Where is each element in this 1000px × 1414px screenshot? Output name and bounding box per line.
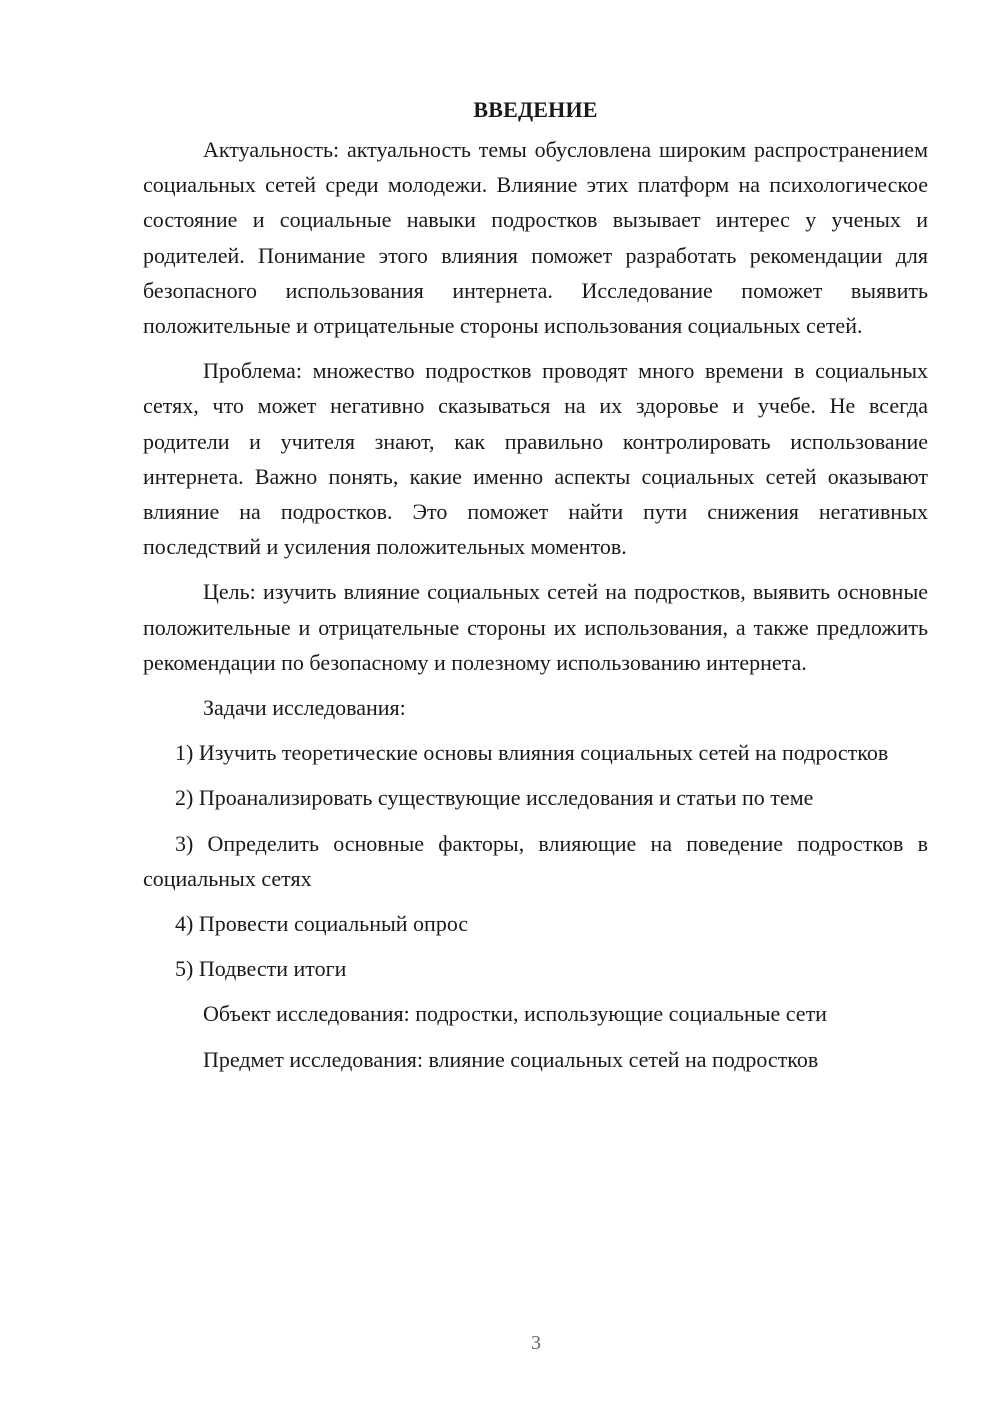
task-item-4: 4) Провести социальный опрос <box>175 911 469 937</box>
document-page <box>143 92 928 1087</box>
page-number: 3 <box>531 1332 541 1354</box>
task-item-2: 2) Проанализировать существующие исследования и статьи по теме <box>175 785 814 811</box>
paragraph-relevance: Актуальность: актуальность темы обусловлена широким распространением социальных сетей среди молодежи. Влияние этих платформ на психологическое состояние и социальные навыки подростков вызывает интерес у ученых и родителей. Понимание этого влияния поможет разработать рекомендации для безопасного использования интернета. Исследование поможет выявить положительные и отрицательные стороны использования социальных сетей. <box>143 137 928 339</box>
task-item-1: 1) Изучить теоретические основы влияния социальных сетей на подростков <box>175 740 889 766</box>
task-item-5: 5) Подвести итоги <box>175 956 347 982</box>
tasks-heading: Задачи исследования: <box>203 695 406 721</box>
section-title: ВВЕДЕНИЕ <box>473 97 598 122</box>
task-item-3: 3) Определить основные факторы, влияющие на поведение подростков в социальных сетях <box>143 830 928 891</box>
research-object: Объект исследования: подростки, использующие социальные сети <box>203 1001 827 1027</box>
paragraph-problem: Проблема: множество подростков проводят много времени в социальных сетях, что может негативно сказываться на их здоровье и учебе. Не всегда родители и учителя знают, как правильно контролировать использование интернета. Важно понять, какие именно аспекты социальных сетей оказывают влияние на подростков. Это поможет найти пути снижения негативных последствий и усиления положительных моментов. <box>143 358 928 560</box>
research-subject: Предмет исследования: влияние социальных сетей на подростков <box>203 1046 819 1072</box>
paragraph-goal: Цель: изучить влияние социальных сетей на подростков, выявить основные положительные и отрицательные стороны их использования, а также предложить рекомендации по безопасному и полезному использованию интернета. <box>143 579 928 675</box>
